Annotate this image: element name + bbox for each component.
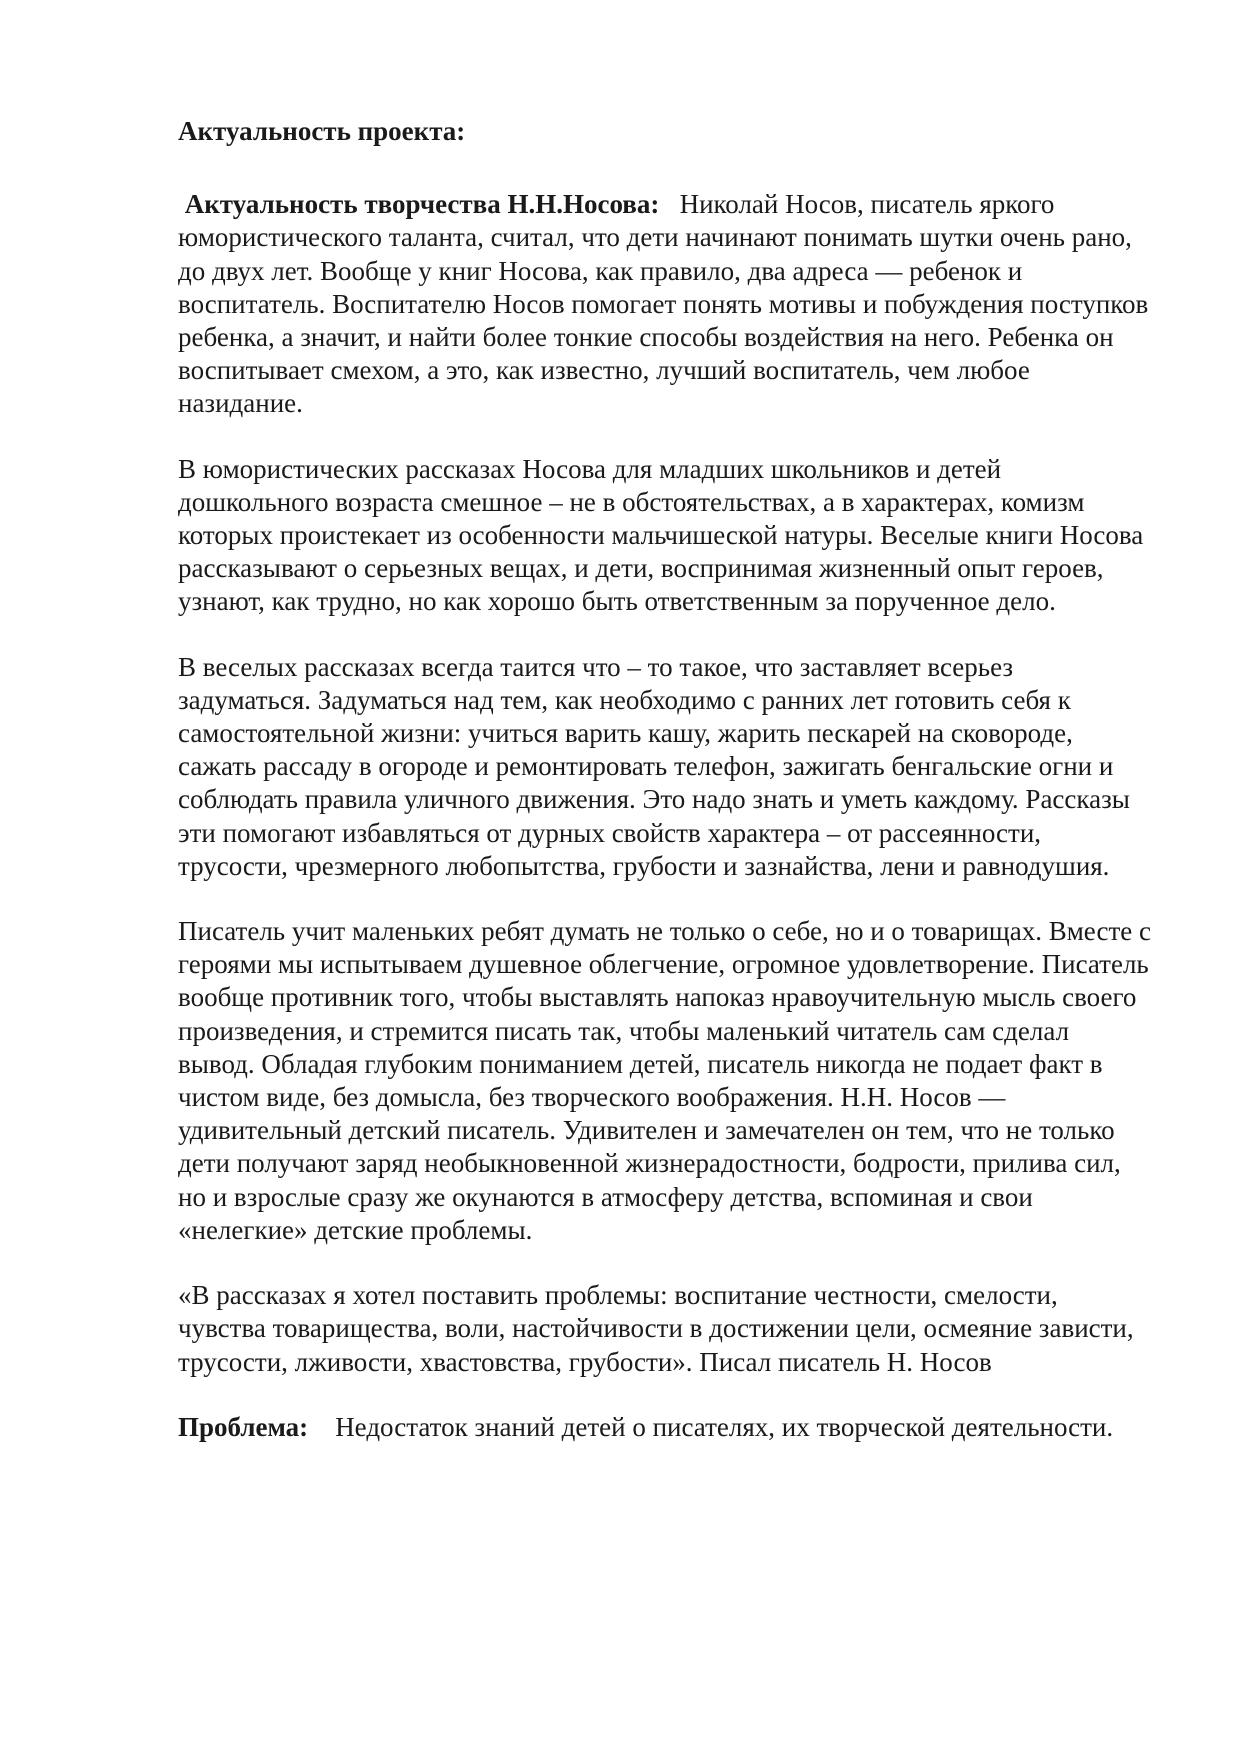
paragraph-writer-teaches: Писатель учит маленьких ребят думать не только о себе, но и о товарищах. Вместе с героями мы испытываем душевное облегчение, огромное удовлетворение. Писатель вообще противник того, чтобы выставлять напоказ нравоучительную мысль своего произведения, и стремится писать так, чтобы маленький читатель сам сделал вывод. Обладая глубоким пониманием детей, писатель никогда не подает факт в чистом виде, без домысла, без творческого воображения. Н.Н. Носов — удивительный детский писатель. Удивителен и замечателен он тем, что не только дети получают заряд необыкновенной жизнерадостности, бодрости, прилива сил, но и взрослые сразу же окунаются в атмосферу детства, вспоминая и свои «нелегкие» детские проблемы. [178,916,1151,1245]
problem-text: Недостаток знаний детей о писателях, их творческой деятельности. [335,1411,1114,1442]
document-page [178,115,1152,1444]
problem-label: Проблема: [178,1411,309,1442]
problem-paragraph [178,1411,1152,1444]
intro-text: Николай Носов, писатель яркого юмористического таланта, считал, что дети начинают понимать шутки очень рано, до двух лет. Вообще у книг Носова, как правило, два адреса — ребенок и воспитатель. Воспитателю Носов помогает понять мотивы и побуждения поступков ребенка, а значит, и найти более тонкие способы воздействия на него. Ребенка он воспитывает смехом, а это, как известно, лучший воспитатель, чем любое назидание. [178,189,1149,419]
intro-label: Актуальность творчества Н.Н.Носова: [184,189,660,220]
section-heading: Актуальность проекта: [178,116,466,146]
intro-paragraph [178,188,1152,420]
paragraph-humor: В юмористических рассказах Носова для младших школьников и детей дошкольного возраста смешное – не в обстоятельствах, а в характерах, комизм которых проистекает из особенности мальчишеской натуры. Веселые книги Носова рассказывают о серьезных вещах, и дети, воспринимая жизненный опыт героев, узнают, как трудно, но как хорошо быть ответственным за порученное дело. [178,453,1144,617]
paragraph-quote: «В рассказах я хотел поставить проблемы: воспитание честности, смелости, чувства товарищества, воли, настойчивости в достижении цели, осмеяние зависти, трусости, лживости, хвастовства, грубости». Писал писатель Н. Носов [178,1280,1134,1377]
paragraph-funny-stories: В веселых рассказах всегда таится что – то такое, что заставляет всерьез задуматься. Задуматься над тем, как необходимо с ранних лет готовить себя к самостоятельной жизни: учиться варить кашу, жарить пескарей на сковороде, сажать рассаду в огороде и ремонтировать телефон, зажигать бенгальские огни и соблюдать правила уличного движения. Это надо знать и уметь каждому. Рассказы эти помогают избавляться от дурных свойств характера – от рассеянности, трусости, чрезмерного любопытства, грубости и зазнайства, лени и равнодушия. [178,651,1130,881]
